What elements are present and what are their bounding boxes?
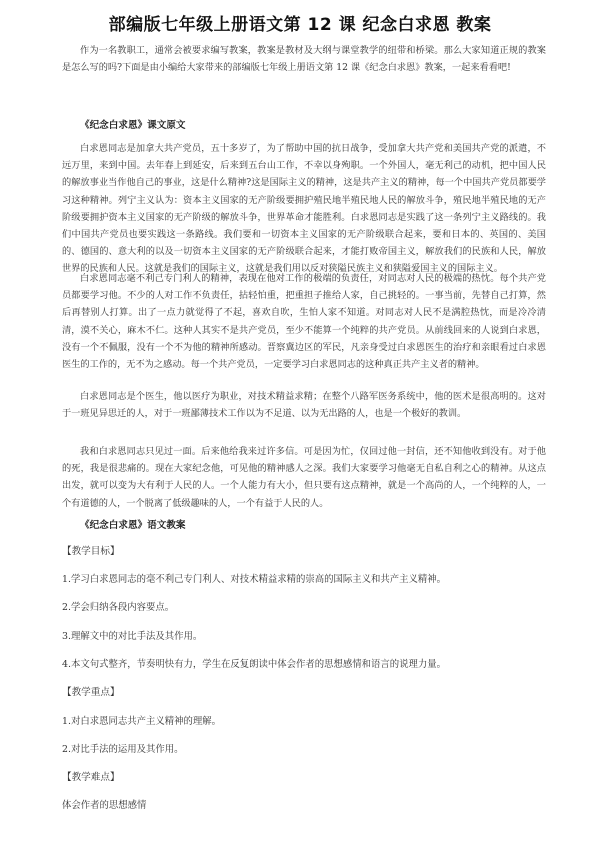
goal-item-2: 2.学会归纳各段内容要点。 [62,602,175,613]
text-paragraph-1: 白求恩同志是加拿大共产党员，五十多岁了，为了帮助中国的抗日战争，受加拿大共产党和美国共产党的派遣，不远万里，来到中国。去年春上到延安，后来到五台山工作，不幸以身殉职。一个外国人，毫无利己的动机，把中国人民的解放事业当作他自己的事业，这是什么精神?这是国际主义的精神，这是共产主义的精神，每一个中国共产党员都要学习这种精神。列宁主义认为：资本主义国家的无产阶级要拥护殖民地半殖民地人民的解放斗争，殖民地半殖民地的无产阶级要拥护资本主义国家的无产阶级的解放斗争，世界革命才能胜利。白求恩同志是实践了这一条列宁主义路线的。我们中国共产党员也要实践这一条路线。我们要和一切资本主义国家的无产阶级联合起来，要和日本的、英国的、美国的、德国的、意大利的以及一切资本主义国家的无产阶级联合起来，才能打败帝国主义，解放我们的民族和人民，解放世界的民族和人民。这就是我们的国际主义，这就是我们用以反对狭隘民族主义和狭隘爱国主义的国际主义。 [62,143,546,275]
intro-paragraph: 作为一名教职工，通常会被要求编写教案，教案是教材及大纲与课堂教学的纽带和桥梁。那么大家知道正规的教案是怎么写的吗?下面是由小编给大家带来的部编版七年级上册语文第 12 课《纪念白求恩》教案，一起来看看吧! [62,45,546,74]
text-paragraph-3: 白求恩同志是个医生，他以医疗为职业，对技术精益求精；在整个八路军医务系统中，他的医术是很高明的。这对于一班见异思迁的人，对于一班鄙薄技术工作以为不足道、以为无出路的人，也是一个极好的教训。 [62,391,546,420]
difficulty-label: 【教学难点】 [62,772,120,783]
text-paragraph-2: 白求恩同志毫不利己专门利人的精神，表现在他对工作的极端的负责任，对同志对人民的极端的热忱。每个共产党员都要学习他。不少的人对工作不负责任，拈轻怕重，把重担子推给人家，自己挑轻的。一事当前，先替自己打算，然后再替别人打算。出了一点力就觉得了不起，喜欢自吹，生怕人家不知道。对同志对人民不是满腔热忱，而是冷冷清清，漠不关心，麻木不仁。这种人其实不是共产党员，至少不能算一个纯粹的共产党员。从前线回来的人说到白求恩，没有一个不佩服，没有一个不为他的精神所感动。晋察冀边区的军民，凡亲身受过白求恩医生的治疗和亲眼看过白求恩医生的工作的，无不为之感动。每一个共产党员，一定要学习白求恩同志的这种真正共产主义者的精神。 [62,273,546,371]
key-points-label: 【教学重点】 [62,687,120,698]
goal-item-1: 1.学习白求恩同志的毫不利己专门利人、对技术精益求精的崇高的国际主义和共产主义精神。 [62,574,446,585]
text-paragraph-4: 我和白求恩同志只见过一面。后来他给我来过许多信。可是因为忙，仅回过他一封信，还不知他收到没有。对于他的死，我是很悲痛的。现在大家纪念他，可见他的精神感人之深。我们大家要学习他毫无自私自利之心的精神。从这点出发，就可以变为大有利于人民的人。一个人能力有大小，但只要有这点精神，就是一个高尚的人，一个纯粹的人，一个有道德的人，一个脱离了低级趣味的人，一个有益于人民的人。 [62,446,546,509]
document-title: 部编版七年级上册语文第 12 课 纪念白求恩 教案 [108,15,492,35]
section-heading-plan: 《纪念白求恩》语文教案 [80,520,186,531]
goal-item-3: 3.理解文中的对比手法及其作用。 [62,631,203,642]
key-point-item-2: 2.对比手法的运用及其作用。 [62,744,184,755]
key-point-item-1: 1.对白求恩同志共产主义精神的理解。 [62,716,221,727]
goals-label: 【教学目标】 [62,546,120,557]
difficulty-text: 体会作者的思想感情 [62,800,147,811]
section-heading-text: 《纪念白求恩》课文原文 [80,120,186,131]
goal-item-4: 4.本文句式整齐，节奏明快有力，学生在反复朗读中体会作者的思想感情和语言的说理力量。 [62,659,446,670]
